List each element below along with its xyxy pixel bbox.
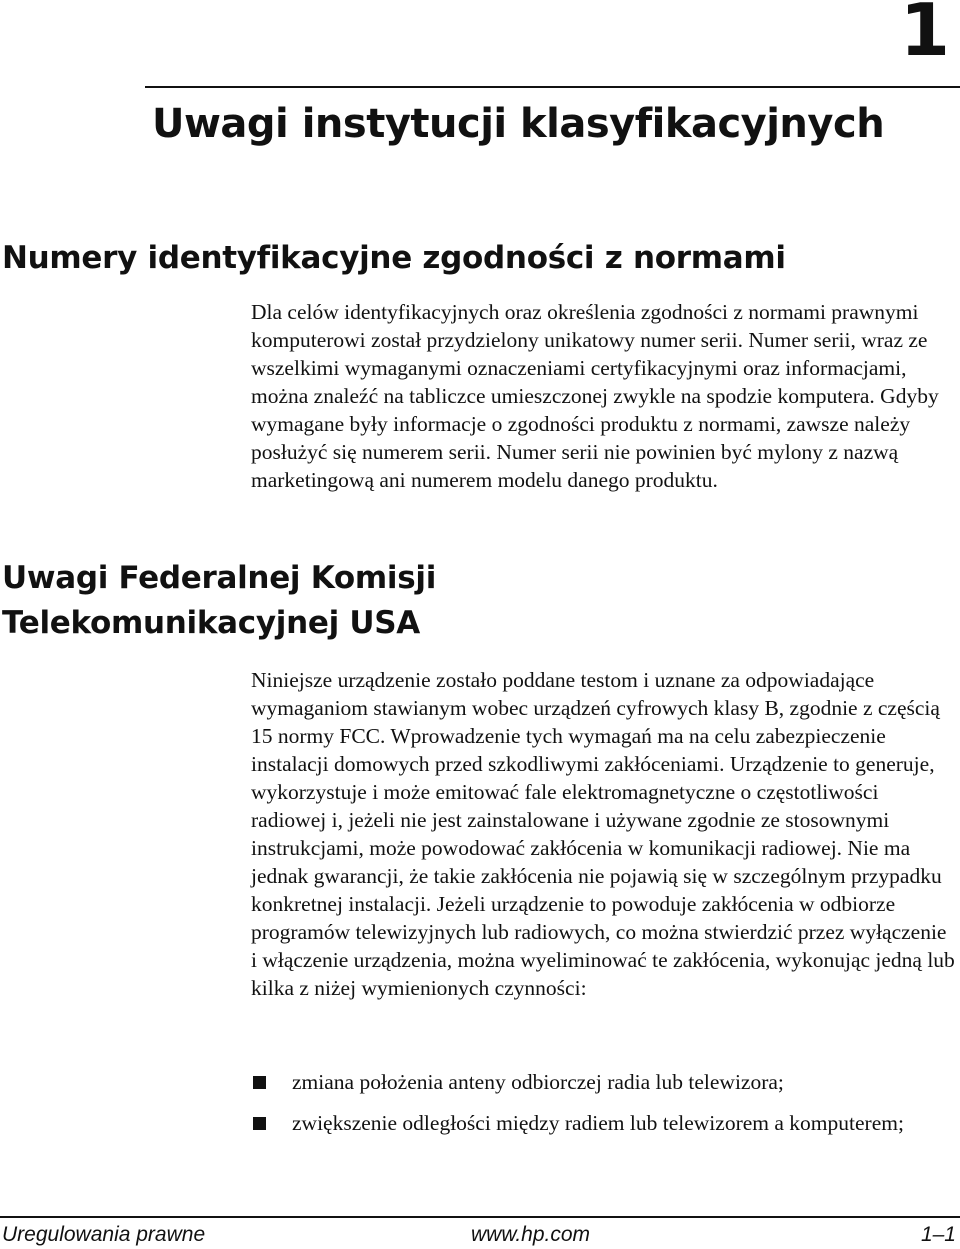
section-heading-fcc-line-2: Telekomunikacyjnej USA xyxy=(2,605,421,641)
fcc-bullet-list xyxy=(251,1068,957,1150)
section-heading-fcc xyxy=(2,556,436,646)
list-item xyxy=(251,1109,957,1137)
section-heading-compliance-numbers: Numery identyfikacyjne zgodności z normami xyxy=(2,240,786,276)
list-item-text: zmiana położenia anteny odbiorczej radia lub telewizora; xyxy=(292,1070,784,1094)
chapter-divider xyxy=(145,86,960,88)
fcc-paragraph: Niniejsze urządzenie zostało poddane testom i uznane za odpowiadające wymaganiom stawianym wobec urządzeń cyfrowych klasy B, zgodnie z częścią 15 normy FCC. Wprowadzenie tych wymagań ma na celu zabezpieczenie instalacji domowych przed szkodliwymi zakłóceniami. Urządzenie to generuje, wykorzystuje i może emitować fale elektromagnetyczne o częstotliwości radiowej i, jeżeli nie jest zainstalowane i używane zgodnie ze stosownymi instrukcjami, może powodować zakłócenia w komunikacji radiowej. Nie ma jednak gwarancji, że takie zakłócenia nie pojawią się w szczególnym przypadku konkretnej instalacji. Jeżeli urządzenie to powoduje zakłócenia w odbiorze programów telewizyjnych lub radiowych, co można stwierdzić przez wyłączenie i włączenie urządzenia, można wyeliminować te zakłócenia, wykonując jedną lub kilka z niżej wymienionych czynności: xyxy=(251,668,955,1000)
square-bullet-icon xyxy=(253,1117,266,1130)
footer-document-title: Uregulowania prawne xyxy=(2,1223,206,1246)
section-heading-fcc-line-1: Uwagi Federalnej Komisji xyxy=(2,560,437,596)
list-item-text: zwiększenie odległości między radiem lub telewizorem a komputerem; xyxy=(292,1111,904,1135)
footer-page-number: 1–1 xyxy=(920,1223,956,1246)
compliance-numbers-paragraph: Dla celów identyfikacyjnych oraz określenia zgodności z normami prawnymi komputerowi został przydzielony unikatowy numer serii. Numer serii, wraz ze wszelkimi wymaganymi oznaczeniami certyfikacyjnymi oraz informacjami, można znaleźć na tabliczce umieszczonej zwykle na spodzie komputera. Gdyby wymagane były informacje o zgodności produktu z normami, zawsze należy posłużyć się numerem serii. Numer serii nie powinien być mylony z nazwą marketingową ani numerem modelu danego produktu. xyxy=(251,300,939,492)
footer-website: www.hp.com xyxy=(471,1223,591,1246)
list-item xyxy=(251,1068,957,1096)
footer-divider xyxy=(0,1216,960,1218)
square-bullet-icon xyxy=(253,1076,266,1089)
chapter-title: Uwagi instytucji klasyfikacyjnych xyxy=(152,101,885,147)
chapter-number: 1 xyxy=(899,0,948,72)
